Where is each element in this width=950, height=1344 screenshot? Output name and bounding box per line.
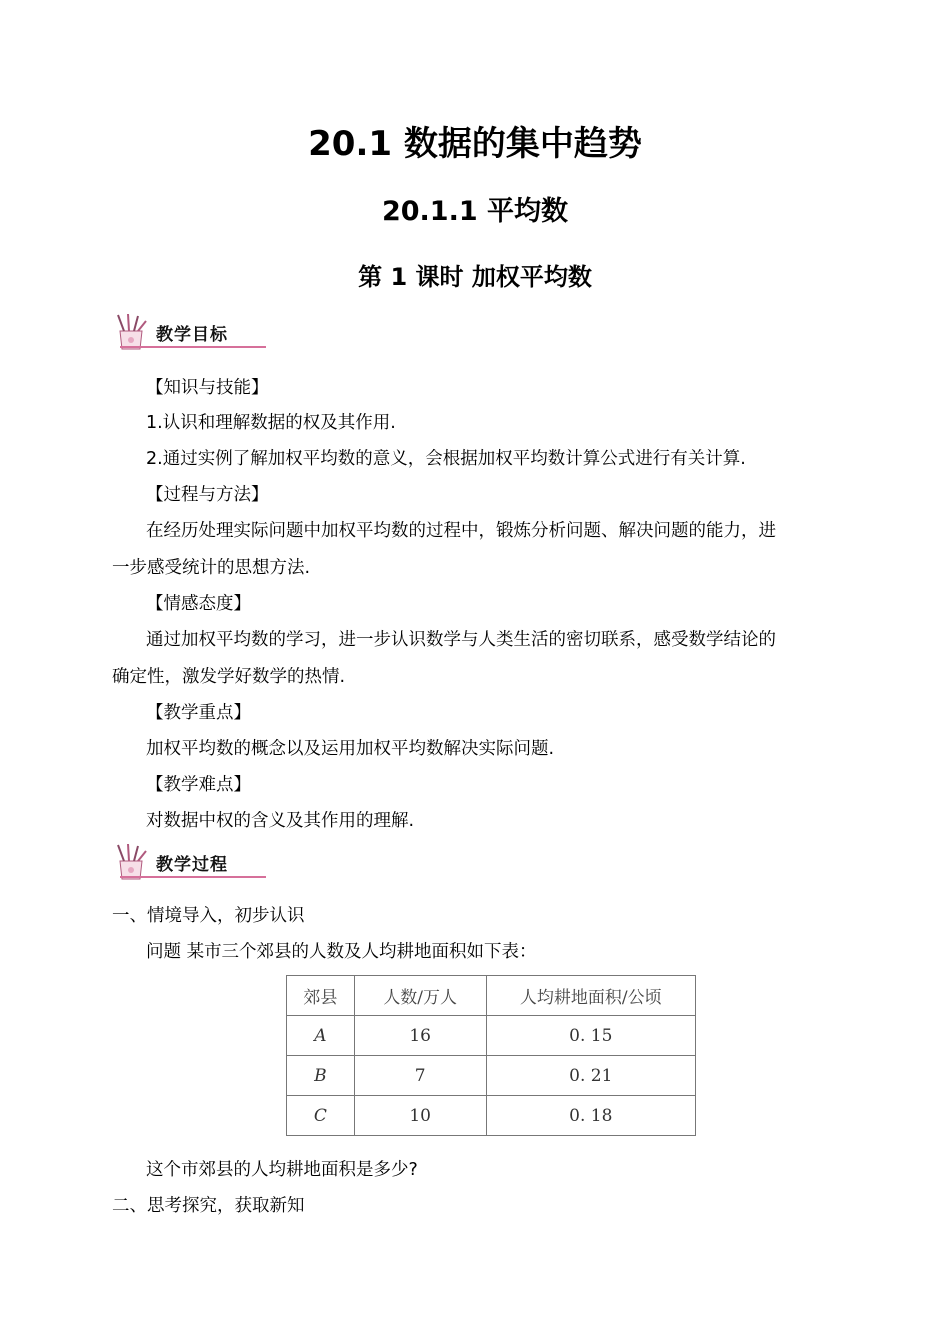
emotion-text-line2: 确定性，激发学好数学的热情. <box>112 667 346 687</box>
knowledge-heading: 【知识与技能】 <box>146 378 269 398</box>
problem-statement: 问题 某市三个郊县的人数及人均耕地面积如下表： <box>146 942 537 962</box>
emotion-text-line1: 通过加权平均数的学习，进一步认识数学与人类生活的密切联系，感受数学结论的 <box>146 630 776 650</box>
process-heading: 【过程与方法】 <box>146 485 269 505</box>
difficult-point-heading: 【教学难点】 <box>146 775 251 795</box>
process-badge <box>112 843 260 883</box>
table-header-row <box>287 976 696 1016</box>
table-cell: A <box>287 1016 355 1056</box>
badge-underline <box>120 876 266 878</box>
objectives-badge <box>112 313 260 353</box>
step1-heading: 一、情境导入，初步认识 <box>112 906 305 926</box>
badge-underline <box>120 346 266 348</box>
knowledge-item-1: 1.认识和理解数据的权及其作用. <box>146 413 396 433</box>
table-cell: 0. 15 <box>486 1016 695 1056</box>
table-row <box>287 1056 696 1096</box>
difficult-point-text: 对数据中权的含义及其作用的理解. <box>146 811 415 831</box>
table-cell: 10 <box>354 1096 486 1136</box>
table-header-farmland: 人均耕地面积/公顷 <box>486 976 695 1016</box>
emotion-heading: 【情感态度】 <box>146 594 251 614</box>
main-title: 20.1 数据的集中趋势 <box>308 124 642 164</box>
table-header-population: 人数/万人 <box>354 976 486 1016</box>
table-row <box>287 1016 696 1056</box>
table-cell: 16 <box>354 1016 486 1056</box>
question-text: 这个市郊县的人均耕地面积是多少? <box>146 1160 418 1180</box>
table-cell: 0. 21 <box>486 1056 695 1096</box>
step2-heading: 二、思考探究，获取新知 <box>112 1196 305 1216</box>
knowledge-item-2: 2.通过实例了解加权平均数的意义，会根据加权平均数计算公式进行有关计算. <box>146 449 746 469</box>
key-point-text: 加权平均数的概念以及运用加权平均数解决实际问题. <box>146 739 555 759</box>
key-point-heading: 【教学重点】 <box>146 703 251 723</box>
table-cell: 7 <box>354 1056 486 1096</box>
county-data-table <box>286 975 696 1136</box>
process-text-line1: 在经历处理实际问题中加权平均数的过程中，锻炼分析问题、解决问题的能力，进 <box>146 521 776 541</box>
table-row <box>287 1096 696 1136</box>
subtitle: 20.1.1 平均数 <box>381 196 569 227</box>
table-cell: 0. 18 <box>486 1096 695 1136</box>
process-text-line2: 一步感受统计的思想方法. <box>112 558 311 578</box>
objectives-badge-label: 教学目标 <box>156 325 228 345</box>
lesson-title: 第 1 课时 加权平均数 <box>358 263 592 291</box>
table-cell: C <box>287 1096 355 1136</box>
table-cell: B <box>287 1056 355 1096</box>
process-badge-label: 教学过程 <box>156 855 228 875</box>
table-header-county: 郊县 <box>287 976 355 1016</box>
